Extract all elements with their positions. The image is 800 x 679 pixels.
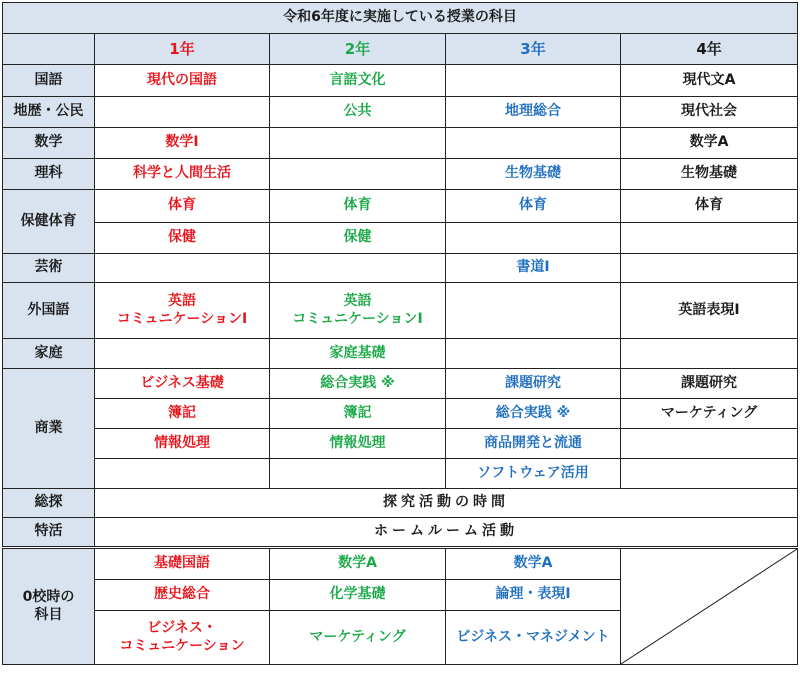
course-line: コミュニケーションⅠ	[292, 310, 423, 327]
course-cell	[95, 339, 270, 369]
subject-label: 理科	[3, 159, 95, 190]
course-cell: 保健	[270, 223, 446, 254]
course-cell	[446, 65, 621, 97]
course-cell: マーケティング	[270, 611, 446, 665]
table-row	[3, 518, 798, 548]
course-cell	[621, 459, 798, 489]
course-cell: 体育	[95, 190, 270, 223]
course-cell: 公共	[270, 97, 446, 128]
course-cell: ソフトウェア活用	[446, 459, 621, 489]
course-cell: 体育	[446, 190, 621, 223]
course-cell: 現代社会	[621, 97, 798, 128]
course-line: コミュニケーション	[119, 637, 245, 654]
course-cell: 簿記	[270, 399, 446, 429]
course-cell	[446, 128, 621, 159]
subject-label: 総探	[3, 489, 95, 518]
table-row	[3, 97, 798, 128]
course-cell: 数学A	[270, 548, 446, 580]
course-line: コミュニケーションⅠ	[116, 310, 248, 327]
curriculum-table	[2, 2, 798, 665]
subject-label-text: 0校時の科目	[22, 589, 75, 623]
table-title: 令和6年度に実施している授業の科目	[3, 3, 798, 34]
table-row	[3, 429, 798, 459]
table-row	[3, 369, 798, 399]
course-cell: 論理・表現Ⅰ	[446, 580, 621, 611]
course-cell: 歴史総合	[95, 580, 270, 611]
course-cell	[270, 459, 446, 489]
course-cell	[270, 254, 446, 283]
year-header-1: 1年	[95, 34, 270, 65]
course-cell: ビジネス基礎	[95, 369, 270, 399]
course-cell: 総合実践 ※	[446, 399, 621, 429]
year-header-4: 4年	[621, 34, 798, 65]
course-cell	[270, 159, 446, 190]
course-cell: 生物基礎	[621, 159, 798, 190]
course-cell: 情報処理	[95, 429, 270, 459]
course-cell: マーケティング	[621, 399, 798, 429]
subject-label: 国語	[3, 65, 95, 97]
course-cell: 地理総合	[446, 97, 621, 128]
course-cell: 簿記	[95, 399, 270, 429]
table-row	[3, 190, 798, 223]
course-cell	[446, 223, 621, 254]
course-cell: 課題研究	[446, 369, 621, 399]
course-cell: 現代文A	[621, 65, 798, 97]
table-row	[3, 489, 798, 518]
course-cell: 言語文化	[270, 65, 446, 97]
span-cell: ホームルーム活動	[95, 518, 798, 548]
course-cell: 数学A	[446, 548, 621, 580]
course-line: 英語	[168, 293, 196, 309]
course-cell	[621, 254, 798, 283]
year-header-2: 2年	[270, 34, 446, 65]
course-cell: 科学と人間生活	[95, 159, 270, 190]
course-cell	[270, 283, 446, 339]
subject-label: 保健体育	[3, 190, 95, 254]
course-cell: 数学Ⅰ	[95, 128, 270, 159]
course-cell: 保健	[95, 223, 270, 254]
course-cell: 現代の国語	[95, 65, 270, 97]
course-line: 英語	[343, 293, 372, 309]
course-cell	[95, 254, 270, 283]
course-cell: 課題研究	[621, 369, 798, 399]
course-cell	[446, 283, 621, 339]
table-row	[3, 459, 798, 489]
subject-label: 家庭	[3, 339, 95, 369]
course-cell	[270, 128, 446, 159]
subject-label: 芸術	[3, 254, 95, 283]
table-row	[3, 159, 798, 190]
course-cell	[621, 223, 798, 254]
subject-label: 商業	[3, 369, 95, 489]
table-row	[3, 223, 798, 254]
course-cell	[95, 611, 270, 665]
course-cell	[95, 459, 270, 489]
course-cell: 家庭基礎	[270, 339, 446, 369]
course-cell: 基礎国語	[95, 548, 270, 580]
course-cell: 生物基礎	[446, 159, 621, 190]
table-row	[3, 548, 798, 580]
course-cell	[95, 97, 270, 128]
span-cell: 探究活動の時間	[95, 489, 798, 518]
course-cell: 体育	[270, 190, 446, 223]
course-cell	[95, 283, 270, 339]
table-row	[3, 399, 798, 429]
course-cell	[621, 339, 798, 369]
subject-label: 数学	[3, 128, 95, 159]
table-row	[3, 65, 798, 97]
course-cell: 体育	[621, 190, 798, 223]
subject-label: 外国語	[3, 283, 95, 339]
course-cell: ビジネス・マネジメント	[446, 611, 621, 665]
empty-diagonal-cell	[621, 548, 798, 665]
subject-label: 特活	[3, 518, 95, 548]
course-cell: 英語表現Ⅰ	[621, 283, 798, 339]
year-header-3: 3年	[446, 34, 621, 65]
table-row	[3, 254, 798, 283]
table-row	[3, 128, 798, 159]
diagonal-line	[621, 549, 797, 664]
course-cell	[621, 429, 798, 459]
course-cell: 情報処理	[270, 429, 446, 459]
course-cell: 書道Ⅰ	[446, 254, 621, 283]
course-line: ビジネス・	[147, 620, 217, 636]
course-cell: 総合実践 ※	[270, 369, 446, 399]
course-cell: 数学A	[621, 128, 798, 159]
table-row	[3, 339, 798, 369]
subject-label: 地歴・公民	[3, 97, 95, 128]
course-cell: 化学基礎	[270, 580, 446, 611]
corner-cell	[3, 34, 95, 65]
course-cell	[446, 339, 621, 369]
subject-label	[3, 548, 95, 665]
course-cell: 商品開発と流通	[446, 429, 621, 459]
table-row	[3, 283, 798, 339]
